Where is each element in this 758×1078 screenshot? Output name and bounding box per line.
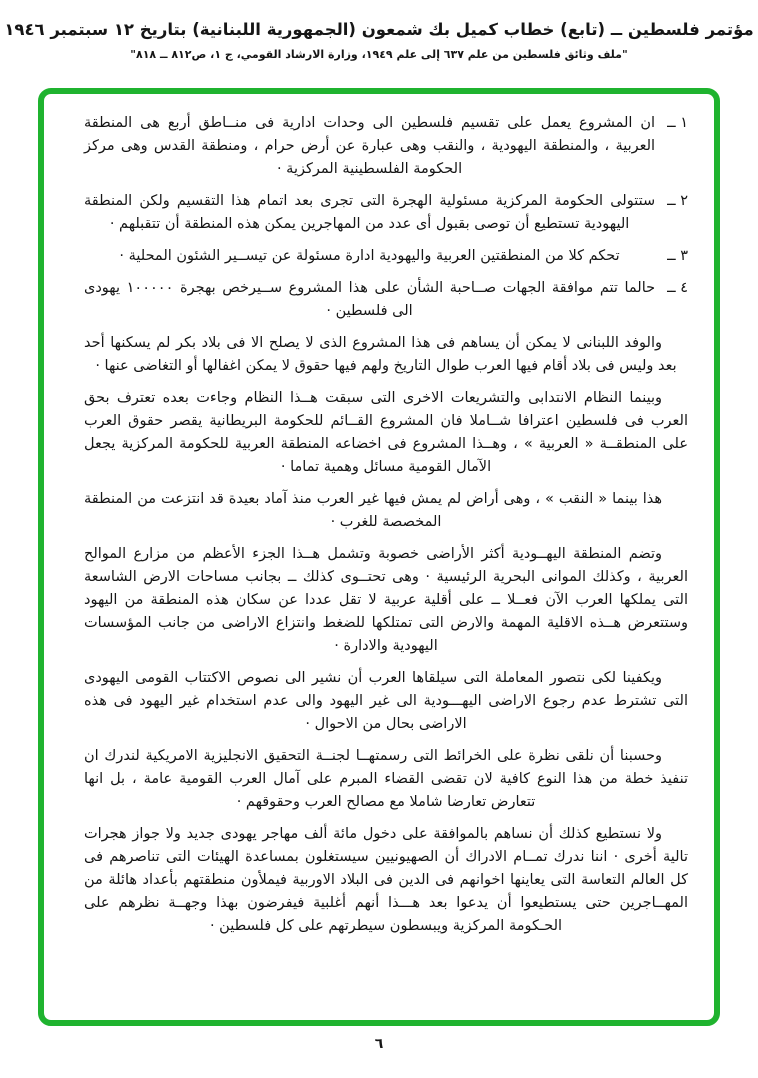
item-number: ١ ــ xyxy=(667,115,688,131)
item-number: ٤ ــ xyxy=(667,280,688,296)
item-text: تحكم كلا من المنطقتين العربية واليهودية ادارة مسئولة عن تيســير الشئون المحلية · xyxy=(119,248,620,264)
numbered-item-3 xyxy=(84,245,688,268)
numbered-item-4 xyxy=(84,277,688,323)
body-paragraph-4: وتضم المنطقة اليهــودية أكثر الأراضى خصوبة وتشمل هــذا الجزء الأعظم من مزارع الموالح العربية ، وكذلك الموانى البحرية الرئيسية · وهى تحتــوى كذلك ــ بجانب مساحات الارض الشاسعة التى يملكها العرب الآن فعــلا ــ على أقلية عربية لا تقل عددا عن سكان هذه المنطقة من اليهود وستتعرض هــذه الاقلية المهمة والارض التى تمتلكها للضغط وانتزاع الاراضى من جانب المؤسسات اليهودية والادارة · xyxy=(84,546,688,654)
item-number: ٢ ــ xyxy=(667,193,688,209)
body-paragraph-1: والوفد اللبنانى لا يمكن أن يساهم فى هذا المشروع الذى لا يصلح الا فى بلاد بكر لم يسكنها أحد بعد وليس فى بلاد أقام فيها العرب طوال التاريخ ولهم فيها حقوق لا يمكن اغفالها أو التغاضى عنها · xyxy=(84,335,677,374)
document-title: مؤتمر فلسطين ــ (تابع) خطاب كميل بك شمعون (الجمهورية اللبنانية) بتاريخ ١٢ سبتمبر ١٩٤٦ xyxy=(4,20,754,39)
page-number: ٦ xyxy=(374,1036,384,1052)
body-paragraph-3: هذا بينما « النقب » ، وهى أراض لم يمش فيها غير العرب منذ آماد بعيدة قد انتزعت من المنطقة المخصصة للغرب · xyxy=(84,491,662,530)
item-number: ٣ ــ xyxy=(667,248,688,264)
item-text: ستتولى الحكومة المركزية مسئولية الهجرة التى تجرى بعد اتمام هذا التقسيم ولكن المنطقة اليهودية تستطيع أن توصى بقبول أى عدد من المهاجرين يمكن هذه المنطقة أن تتقبلهم · xyxy=(84,193,656,232)
content-frame xyxy=(38,88,720,1026)
document-source-line: "ملف وثائق فلسطين من علم ٦٣٧ إلى علم ١٩٤٩، وزارة الارشاد القومي، ج ١، ص٨١٢ ــ ٨١٨" xyxy=(130,48,628,61)
body-paragraph-6: وحسبنا أن نلقى نظرة على الخرائط التى رسمتهــا لجنــة التحقيق الانجليزية الامريكية لندرك ان تنفيذ خطة من هذا النوع كافية لان تقضى القضاء المبرم على آمال العرب القومية عامة ، بل انها تتعارض تعارضا شاملا مع مصالح العرب وحقوقهم · xyxy=(84,748,688,810)
body-paragraph-7: ولا نستطيع كذلك أن نساهم بالموافقة على دخول مائة ألف مهاجر يهودى جديد ولا جواز هجرات تالية أخرى · اننا ندرك تمــام الادراك أن الصهيونيين سيستغلون بمساعدة الهيئات التى تناصرهم فى كل العالم التعاسة التى يعاينها اخوانهم فى الدين فى البلاد الاوربية فيملأون منطقتهم بأعداد هائلة من المهــاجرين حتى يستطيعوا أن يدعوا بعد هـــذا أنهم أغلبية فيفرضون بهذا وجهــة نظرهم على الحـكومة المركزية ويبسطون سيطرتهم على كل فلسطين · xyxy=(84,826,688,934)
body-paragraph-2: وبينما النظام الانتدابى والتشريعات الاخرى التى سبقت هــذا النظام وجاءت بعده تعترف بحق العرب فى فلسطين اعترافا شــاملا فان المشروع القــائم للحكومة البريطانية يقصر حقوق العرب على المنطقــة « العربية » ، وهــذا المشروع فى اخضاعه المنطقة العربية للحكومة المركزية يجعل الآمال القومية مسائل وهمية تماما · xyxy=(84,390,688,475)
item-text: حالما تتم موافقة الجهات صــاحبة الشأن على هذا المشروع ســيرخص بهجرة ١٠٠٠٠٠ يهودى الى فلسطين · xyxy=(84,280,656,319)
numbered-item-2 xyxy=(84,190,688,236)
numbered-item-1 xyxy=(84,112,688,181)
item-text: ان المشروع يعمل على تقسيم فلسطين الى وحدات ادارية فى منــاطق أربع هى المنطقة العربية ، والمنطقة اليهودية ، والنقب وهى عبارة عن أرض حرام ، ومنطقة القدس وهى مركز الحكومة الفلسطينية المركزية · xyxy=(84,115,656,177)
document-header xyxy=(0,20,758,61)
body-paragraph-5: ويكفينا لكى نتصور المعاملة التى سيلقاها العرب أن نشير الى نصوص الاكتتاب القومى اليهودى التى تشترط عدم رجوع الاراضى اليهـــودية الى غير اليهود والى عدم استخدام غير اليهود فى هذه الاراضى بحال من الاحوال · xyxy=(84,670,688,732)
